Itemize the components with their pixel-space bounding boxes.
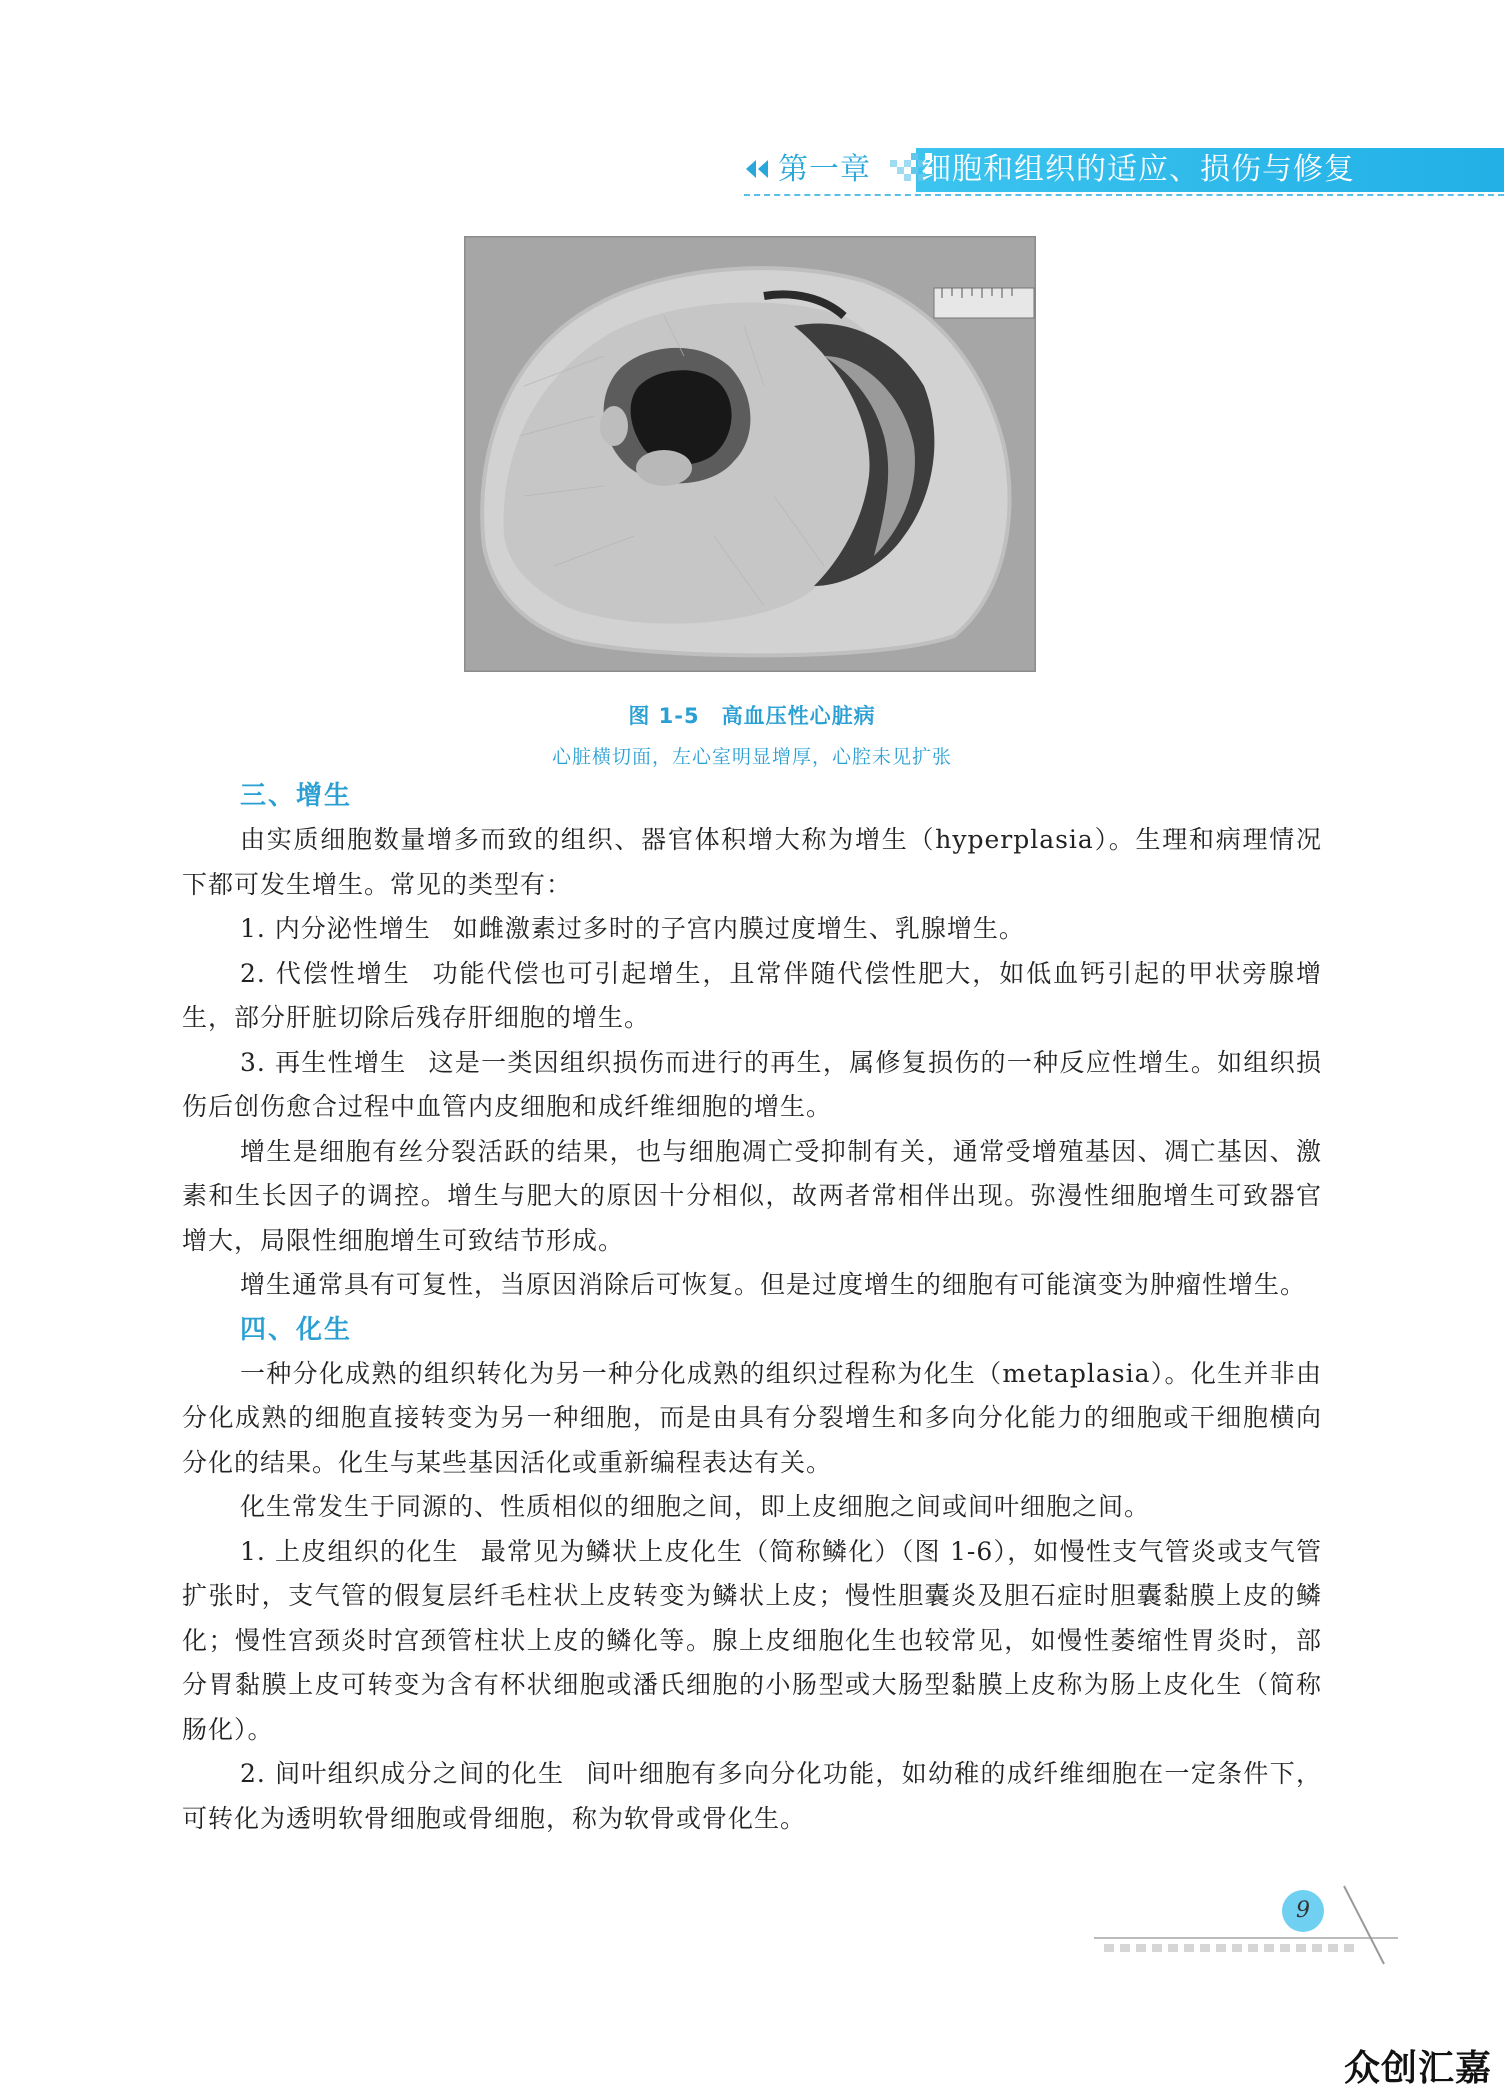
item-lead: 2. 代偿性增生 bbox=[240, 958, 411, 988]
list-item bbox=[182, 1530, 1322, 1753]
figure-number: 图 1-5 bbox=[628, 704, 700, 728]
paragraph: 增生是细胞有丝分裂活跃的结果，也与细胞凋亡受抑制有关，通常受增殖基因、凋亡基因、激素和生长因子的调控。增生与肥大的原因十分相似，故两者常相伴出现。弥漫性细胞增生可致器官增大，局限性细胞增生可致结节形成。 bbox=[182, 1136, 1322, 1255]
page-number: 9 bbox=[1282, 1890, 1324, 1932]
item-lead: 2. 间叶组织成分之间的化生 bbox=[240, 1759, 565, 1788]
header-dashed-rule bbox=[744, 194, 1504, 196]
section-heading-hyperplasia: 三、增生 bbox=[240, 781, 353, 811]
chapter-label: 第一章 bbox=[778, 152, 871, 187]
item-text: 最常见为鳞状上皮化生（简称鳞化）（图 1-6），如慢性支气管炎或支气管扩张时，支气管的假复层纤毛柱状上皮转变为鳞状上皮；慢性胆囊炎及胆石症时胆囊黏膜上皮的鳞化；慢性宫颈炎时宫颈管柱状上皮的鳞化等。腺上皮细胞化生也较常见，如慢性萎缩性胃炎时，部分胃黏膜上皮可转变为含有杯状细胞或潘氏细胞的小肠型或大肠型黏膜上皮称为肠上皮化生（简称肠化）。 bbox=[182, 1536, 1322, 1744]
page-body bbox=[182, 774, 1322, 1841]
footer-decoration-icon bbox=[1094, 1880, 1414, 1970]
figure-subcaption: 心脏横切面，左心室明显增厚，心腔未见扩张 bbox=[551, 746, 952, 768]
figure-caption bbox=[0, 700, 1504, 730]
item-text: 功能代偿也可引起增生，且常伴随代偿性肥大，如低血钙引起的甲状旁腺增生，部分肝脏切除后残存肝细胞的增生。 bbox=[182, 958, 1322, 1032]
running-header bbox=[738, 146, 1504, 194]
page-footer bbox=[1094, 1880, 1414, 1970]
figure-title: 高血压性心脏病 bbox=[721, 704, 876, 728]
item-text: 间叶细胞有多向分化功能，如幼稚的成纤维细胞在一定条件下，可转化为透明软骨细胞或骨细胞，称为软骨或骨化生。 bbox=[182, 1759, 1322, 1833]
item-lead: 1. 内分泌性增生 bbox=[240, 914, 431, 943]
item-lead: 3. 再生性增生 bbox=[240, 1047, 407, 1077]
paragraph: 化生常发生于同源的、性质相似的细胞之间，即上皮细胞之间或间叶细胞之间。 bbox=[240, 1492, 1151, 1521]
list-item bbox=[182, 1752, 1322, 1841]
watermark: 众创汇嘉 bbox=[1344, 2048, 1493, 2089]
list-item bbox=[182, 907, 1322, 952]
item-text: 这是一类因组织损伤而进行的再生，属修复损伤的一种反应性增生。如组织损伤后创伤愈合过程中血管内皮细胞和成纤维细胞的增生。 bbox=[182, 1047, 1322, 1121]
paragraph: 增生通常具有可复性，当原因消除后可恢复。但是过度增生的细胞有可能演变为肿瘤性增生。 bbox=[240, 1270, 1307, 1299]
chapter-title: 细胞和组织的适应、损伤与修复 bbox=[921, 152, 1355, 187]
heart-cross-section-photo bbox=[464, 236, 1036, 672]
item-lead: 1. 上皮组织的化生 bbox=[240, 1536, 459, 1566]
double-left-arrow-icon bbox=[744, 158, 770, 180]
paragraph: 由实质细胞数量增多而致的组织、器官体积增大称为增生（hyperplasia）。生理和病理情况下都可发生增生。常见的类型有： bbox=[182, 825, 1322, 899]
paragraph: 一种分化成熟的组织转化为另一种分化成熟的组织过程称为化生（metaplasia）。化生并非由分化成熟的细胞直接转变为另一种细胞，而是由具有分裂增生和多向分化能力的细胞或干细胞横向分化的结果。化生与某些基因活化或重新编程表达有关。 bbox=[182, 1358, 1322, 1477]
item-text: 如雌激素过多时的子宫内膜过度增生、乳腺增生。 bbox=[452, 914, 1025, 943]
list-item bbox=[182, 952, 1322, 1041]
section-heading-metaplasia: 四、化生 bbox=[240, 1314, 353, 1345]
list-item bbox=[182, 1041, 1322, 1130]
